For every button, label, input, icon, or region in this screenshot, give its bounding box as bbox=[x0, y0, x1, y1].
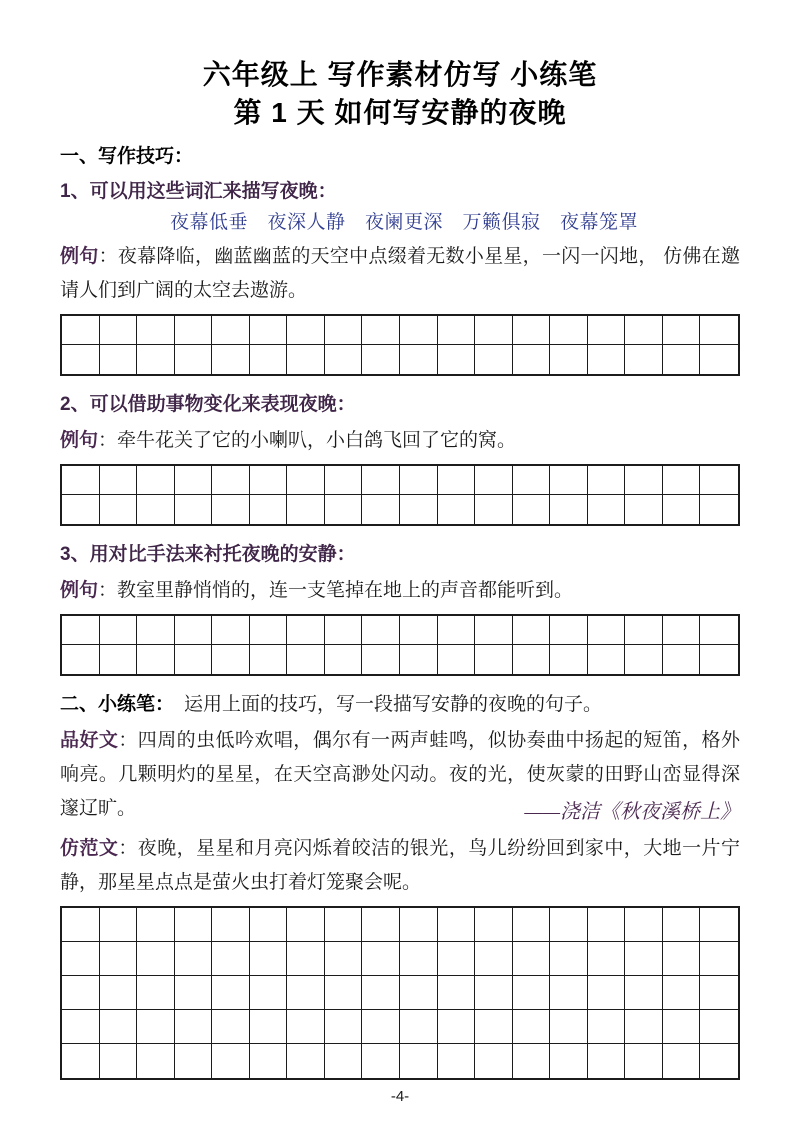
grid-cell bbox=[362, 316, 400, 345]
grid-cell bbox=[212, 345, 250, 374]
grid-cell bbox=[175, 466, 213, 495]
grid-cell bbox=[700, 466, 738, 495]
grid-cell bbox=[438, 1010, 476, 1044]
grid-cell bbox=[62, 645, 100, 674]
grid-cell bbox=[100, 616, 138, 645]
grid-cell bbox=[475, 345, 513, 374]
grid-cell bbox=[137, 345, 175, 374]
grid-cell bbox=[212, 616, 250, 645]
sample-essay-attribution: ——浇洁《秋夜溪桥上》 bbox=[516, 795, 740, 824]
grid-cell bbox=[475, 1010, 513, 1044]
grid-cell bbox=[100, 942, 138, 976]
grid-cell bbox=[287, 495, 325, 524]
grid-cell bbox=[513, 942, 551, 976]
grid-cell bbox=[625, 976, 663, 1010]
grid-cell bbox=[100, 976, 138, 1010]
grid-cell bbox=[588, 466, 626, 495]
grid-cell bbox=[325, 345, 363, 374]
grid-cell bbox=[700, 1010, 738, 1044]
grid-cell bbox=[325, 316, 363, 345]
example-label: 例句 bbox=[60, 430, 99, 451]
grid-cell bbox=[700, 616, 738, 645]
grid-cell bbox=[137, 645, 175, 674]
grid-cell bbox=[588, 316, 626, 345]
grid-cell bbox=[625, 908, 663, 942]
grid-cell bbox=[625, 466, 663, 495]
grid-cell bbox=[550, 495, 588, 524]
grid-cell bbox=[325, 645, 363, 674]
grid-cell bbox=[400, 316, 438, 345]
grid-cell bbox=[625, 316, 663, 345]
grid-cell bbox=[250, 1010, 288, 1044]
grid-cell bbox=[175, 976, 213, 1010]
imitation-text: ：夜晚，星星和月亮闪烁着皎洁的银光，鸟儿纷纷回到家中，大地一片宁静，那星星点点是萤火虫打着灯笼聚会呢。 bbox=[60, 838, 740, 893]
grid-cell bbox=[588, 345, 626, 374]
grid-cell bbox=[287, 976, 325, 1010]
grid-cell bbox=[175, 495, 213, 524]
sample-essay-label: 品好文 bbox=[60, 730, 119, 751]
grid-cell bbox=[663, 1010, 701, 1044]
grid-cell bbox=[250, 942, 288, 976]
grid-cell bbox=[362, 976, 400, 1010]
writing-grid-1 bbox=[60, 314, 740, 376]
grid-cell bbox=[362, 495, 400, 524]
grid-cell bbox=[362, 645, 400, 674]
grid-cell bbox=[625, 942, 663, 976]
grid-cell bbox=[550, 1010, 588, 1044]
grid-cell bbox=[400, 976, 438, 1010]
grid-cell bbox=[325, 976, 363, 1010]
grid-cell bbox=[475, 942, 513, 976]
sample-essay-text: ：四周的虫低吟欢唱，偶尔有一两声蛙鸣，似协奏曲中扬起的短笛，格外响亮。几颗明灼的星星，在天空高渺处闪动。夜的光，使灰蒙的田野山峦显得深邃辽旷。 bbox=[60, 730, 740, 819]
writing-grid-3 bbox=[60, 614, 740, 676]
grid-cell bbox=[663, 942, 701, 976]
grid-cell bbox=[700, 345, 738, 374]
grid-cell bbox=[475, 1044, 513, 1078]
grid-cell bbox=[550, 345, 588, 374]
grid-cell bbox=[475, 645, 513, 674]
grid-cell bbox=[513, 908, 551, 942]
grid-cell bbox=[588, 976, 626, 1010]
grid-cell bbox=[588, 942, 626, 976]
technique-3-example bbox=[60, 574, 740, 608]
grid-cell bbox=[62, 908, 100, 942]
grid-cell bbox=[700, 908, 738, 942]
grid-cell bbox=[475, 616, 513, 645]
grid-cell bbox=[663, 466, 701, 495]
grid-cell bbox=[137, 1044, 175, 1078]
grid-cell bbox=[175, 942, 213, 976]
grid-cell bbox=[212, 645, 250, 674]
grid-cell bbox=[362, 942, 400, 976]
grid-cell bbox=[325, 908, 363, 942]
grid-cell bbox=[62, 345, 100, 374]
grid-cell bbox=[175, 645, 213, 674]
grid-cell bbox=[588, 495, 626, 524]
grid-cell bbox=[212, 1044, 250, 1078]
example-text: ：教室里静悄悄的，连一支笔掉在地上的声音都能听到。 bbox=[98, 580, 574, 601]
grid-cell bbox=[362, 908, 400, 942]
technique-2-example bbox=[60, 424, 740, 458]
grid-cell bbox=[362, 466, 400, 495]
grid-cell bbox=[325, 616, 363, 645]
grid-cell bbox=[400, 1044, 438, 1078]
grid-cell bbox=[100, 466, 138, 495]
grid-cell bbox=[513, 1010, 551, 1044]
example-text: ：夜幕降临，幽蓝幽蓝的天空中点缀着无数小星星，一闪一闪地， 仿佛在邀请人们到广阔的太空去遨游。 bbox=[60, 246, 740, 301]
grid-cell bbox=[663, 645, 701, 674]
grid-cell bbox=[438, 316, 476, 345]
grid-cell bbox=[625, 495, 663, 524]
grid-cell bbox=[137, 495, 175, 524]
grid-cell bbox=[625, 616, 663, 645]
example-label: 例句 bbox=[60, 246, 99, 267]
grid-cell bbox=[175, 1010, 213, 1044]
grid-cell bbox=[475, 976, 513, 1010]
grid-cell bbox=[513, 1044, 551, 1078]
grid-cell bbox=[287, 345, 325, 374]
grid-cell bbox=[550, 616, 588, 645]
grid-cell bbox=[588, 645, 626, 674]
grid-cell bbox=[250, 345, 288, 374]
grid-cell bbox=[137, 1010, 175, 1044]
grid-cell bbox=[287, 616, 325, 645]
grid-cell bbox=[362, 1044, 400, 1078]
grid-cell bbox=[625, 645, 663, 674]
grid-cell bbox=[438, 495, 476, 524]
grid-cell bbox=[700, 942, 738, 976]
example-text: ：牵牛花关了它的小喇叭，小白鸽飞回了它的窝。 bbox=[98, 430, 517, 451]
grid-cell bbox=[287, 645, 325, 674]
grid-cell bbox=[362, 616, 400, 645]
grid-cell bbox=[250, 645, 288, 674]
grid-cell bbox=[325, 495, 363, 524]
writing-grid-practice bbox=[60, 906, 740, 1080]
grid-cell bbox=[513, 645, 551, 674]
grid-cell bbox=[212, 908, 250, 942]
grid-cell bbox=[700, 645, 738, 674]
grid-cell bbox=[212, 316, 250, 345]
grid-cell bbox=[438, 616, 476, 645]
grid-cell bbox=[325, 1044, 363, 1078]
grid-cell bbox=[62, 942, 100, 976]
grid-cell bbox=[287, 908, 325, 942]
grid-cell bbox=[400, 1010, 438, 1044]
section-heading-practice bbox=[60, 692, 740, 718]
page-title-line1: 六年级上 写作素材仿写 小练笔 bbox=[202, 59, 598, 90]
grid-cell bbox=[438, 345, 476, 374]
grid-cell bbox=[550, 316, 588, 345]
technique-2-heading: 2、可以借助事物变化来表现夜晚： bbox=[60, 394, 356, 415]
grid-cell bbox=[438, 1044, 476, 1078]
technique-1-heading: 1、可以用这些词汇来描写夜晚： bbox=[60, 181, 337, 202]
page-title-line2: 第 1 天 如何写安静的夜晚 bbox=[233, 97, 567, 128]
grid-cell bbox=[175, 345, 213, 374]
grid-cell bbox=[287, 942, 325, 976]
grid-cell bbox=[663, 495, 701, 524]
grid-cell bbox=[250, 908, 288, 942]
grid-cell bbox=[62, 466, 100, 495]
grid-cell bbox=[100, 316, 138, 345]
grid-cell bbox=[513, 976, 551, 1010]
grid-cell bbox=[212, 942, 250, 976]
grid-cell bbox=[137, 942, 175, 976]
sample-essay-block bbox=[60, 724, 740, 826]
grid-cell bbox=[663, 316, 701, 345]
grid-cell bbox=[287, 1010, 325, 1044]
grid-cell bbox=[62, 976, 100, 1010]
grid-cell bbox=[287, 466, 325, 495]
practice-instruction: 运用上面的技巧，写一段描写安静的夜晚的句子。 bbox=[184, 694, 603, 715]
grid-cell bbox=[62, 316, 100, 345]
grid-cell bbox=[438, 942, 476, 976]
grid-cell bbox=[137, 616, 175, 645]
grid-cell bbox=[400, 345, 438, 374]
grid-cell bbox=[175, 908, 213, 942]
grid-cell bbox=[588, 616, 626, 645]
grid-cell bbox=[325, 466, 363, 495]
imitation-paragraph bbox=[60, 832, 740, 900]
technique-3-heading: 3、用对比手法来衬托夜晚的安静： bbox=[60, 544, 356, 565]
grid-cell bbox=[663, 908, 701, 942]
grid-cell bbox=[588, 1044, 626, 1078]
grid-cell bbox=[250, 1044, 288, 1078]
grid-cell bbox=[212, 466, 250, 495]
grid-cell bbox=[700, 316, 738, 345]
grid-cell bbox=[588, 1010, 626, 1044]
section-heading-techniques: 一、写作技巧： bbox=[60, 146, 194, 167]
grid-cell bbox=[250, 616, 288, 645]
grid-cell bbox=[400, 616, 438, 645]
grid-cell bbox=[700, 495, 738, 524]
grid-cell bbox=[137, 976, 175, 1010]
grid-cell bbox=[663, 616, 701, 645]
night-word-list: 夜幕低垂 夜深人静 夜阑更深 万籁俱寂 夜幕笼罩 bbox=[170, 212, 639, 233]
grid-cell bbox=[550, 645, 588, 674]
grid-cell bbox=[325, 942, 363, 976]
grid-cell bbox=[513, 466, 551, 495]
grid-cell bbox=[62, 616, 100, 645]
grid-cell bbox=[550, 1044, 588, 1078]
grid-cell bbox=[438, 976, 476, 1010]
technique-1-example bbox=[60, 240, 740, 308]
grid-cell bbox=[100, 645, 138, 674]
grid-cell bbox=[513, 495, 551, 524]
grid-cell bbox=[475, 908, 513, 942]
grid-cell bbox=[400, 942, 438, 976]
grid-cell bbox=[175, 1044, 213, 1078]
grid-cell bbox=[100, 1010, 138, 1044]
grid-cell bbox=[287, 1044, 325, 1078]
grid-cell bbox=[513, 345, 551, 374]
grid-cell bbox=[400, 908, 438, 942]
grid-cell bbox=[137, 908, 175, 942]
grid-cell bbox=[400, 495, 438, 524]
grid-cell bbox=[550, 466, 588, 495]
grid-cell bbox=[625, 1044, 663, 1078]
grid-cell bbox=[513, 316, 551, 345]
page-number: -4- bbox=[390, 1088, 410, 1105]
grid-cell bbox=[438, 645, 476, 674]
grid-cell bbox=[62, 1044, 100, 1078]
writing-grid-2 bbox=[60, 464, 740, 526]
grid-cell bbox=[212, 976, 250, 1010]
grid-cell bbox=[100, 908, 138, 942]
grid-cell bbox=[100, 1044, 138, 1078]
grid-cell bbox=[137, 466, 175, 495]
grid-cell bbox=[663, 1044, 701, 1078]
grid-cell bbox=[62, 1010, 100, 1044]
grid-cell bbox=[438, 908, 476, 942]
grid-cell bbox=[400, 466, 438, 495]
grid-cell bbox=[475, 466, 513, 495]
grid-cell bbox=[550, 976, 588, 1010]
grid-cell bbox=[100, 495, 138, 524]
grid-cell bbox=[100, 345, 138, 374]
grid-cell bbox=[212, 495, 250, 524]
grid-cell bbox=[625, 345, 663, 374]
grid-cell bbox=[212, 1010, 250, 1044]
grid-cell bbox=[513, 616, 551, 645]
grid-cell bbox=[588, 908, 626, 942]
grid-cell bbox=[250, 316, 288, 345]
grid-cell bbox=[625, 1010, 663, 1044]
grid-cell bbox=[475, 316, 513, 345]
grid-cell bbox=[362, 1010, 400, 1044]
grid-cell bbox=[325, 1010, 363, 1044]
grid-cell bbox=[700, 1044, 738, 1078]
grid-cell bbox=[700, 976, 738, 1010]
example-label: 例句 bbox=[60, 580, 99, 601]
grid-cell bbox=[287, 316, 325, 345]
grid-cell bbox=[62, 495, 100, 524]
grid-cell bbox=[663, 345, 701, 374]
practice-heading: 二、小练笔： bbox=[60, 694, 175, 715]
grid-cell bbox=[438, 466, 476, 495]
imitation-label: 仿范文 bbox=[60, 838, 119, 859]
grid-cell bbox=[550, 942, 588, 976]
grid-cell bbox=[250, 495, 288, 524]
grid-cell bbox=[175, 316, 213, 345]
grid-cell bbox=[400, 645, 438, 674]
grid-cell bbox=[175, 616, 213, 645]
grid-cell bbox=[250, 466, 288, 495]
grid-cell bbox=[475, 495, 513, 524]
grid-cell bbox=[362, 345, 400, 374]
grid-cell bbox=[550, 908, 588, 942]
grid-cell bbox=[250, 976, 288, 1010]
grid-cell bbox=[663, 976, 701, 1010]
grid-cell bbox=[137, 316, 175, 345]
